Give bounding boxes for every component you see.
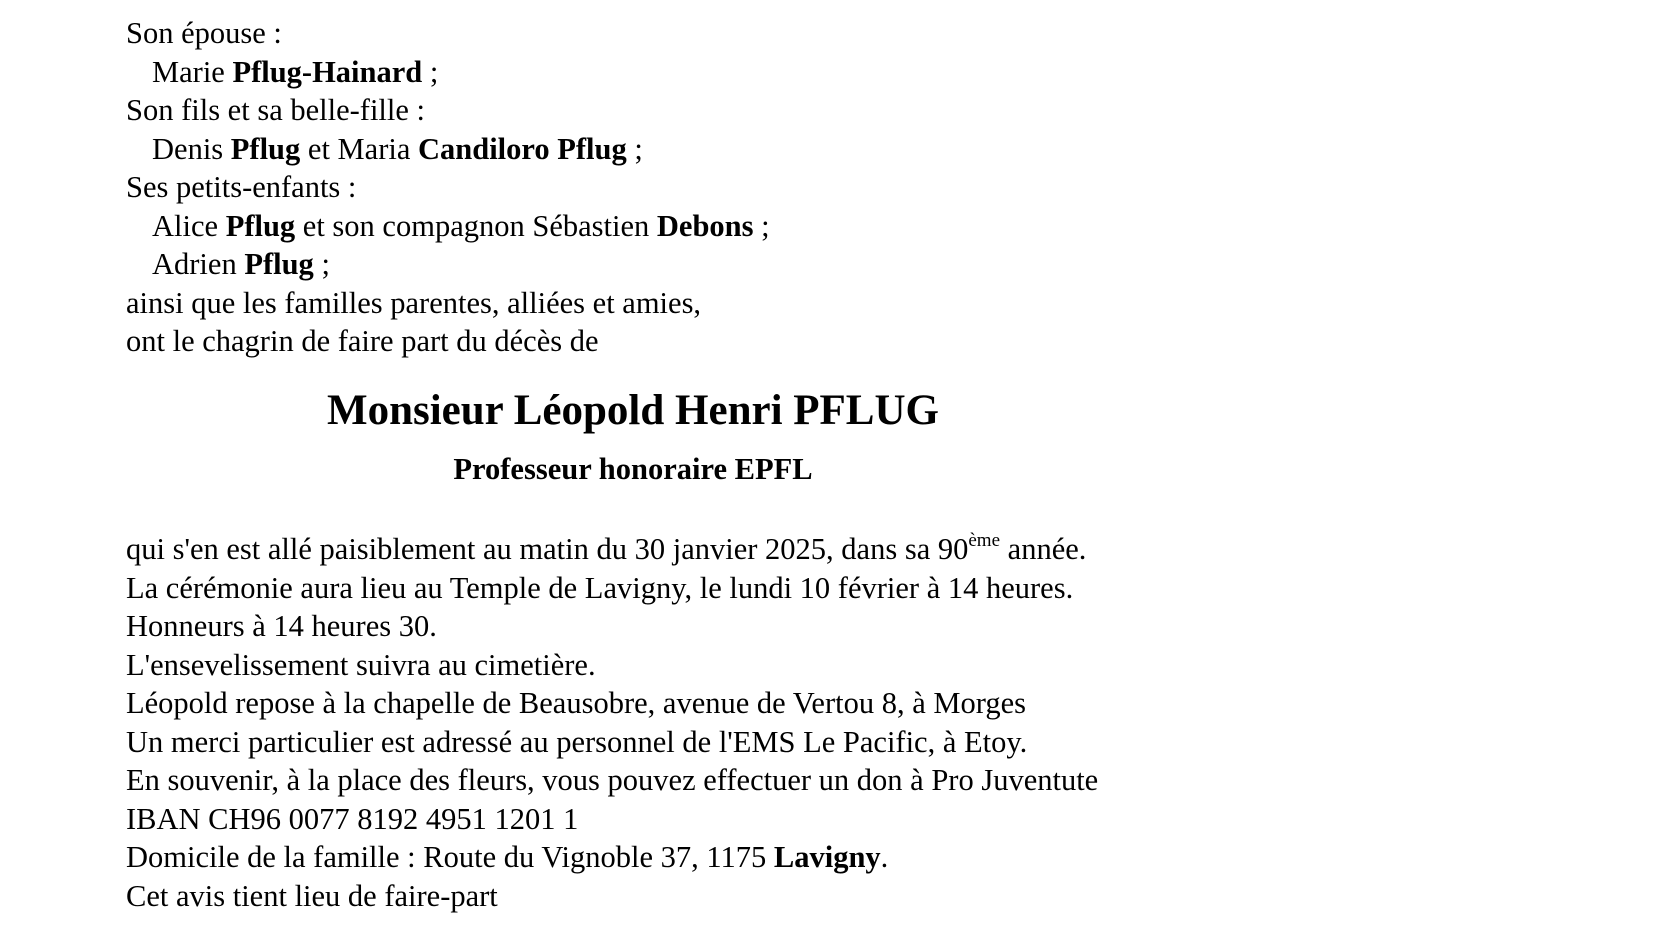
rest-line: Léopold repose à la chapelle de Beausobre, avenue de Vertou 8, à Morges	[126, 686, 1026, 720]
son-heading: Son fils et sa belle-fille :	[126, 93, 425, 127]
deceased-name: Monsieur Léopold Henri PFLUG	[327, 387, 939, 434]
death-line: qui s'en est allé paisiblement au matin du 30 janvier 2025, dans sa 90ème année.	[126, 529, 1087, 566]
son-surname: Pflug	[230, 131, 301, 166]
spouse-heading: Son épouse :	[126, 16, 282, 50]
daughter-in-law-surname: Candiloro Pflug	[418, 131, 627, 166]
grandchild-2-surname: Pflug	[244, 247, 314, 281]
donation-line: En souvenir, à la place des fleurs, vous pouvez effectuer un don à Pro Juventute	[126, 763, 1099, 797]
announce-line: ont le chagrin de faire part du décès de	[126, 324, 599, 358]
son-line: Denis Pflug et Maria Candiloro Pflug ;	[152, 131, 643, 166]
grandchild-1-line: Alice Pflug et son compagnon Sébastien Debons ;	[152, 208, 770, 243]
honneurs-line: Honneurs à 14 heures 30.	[126, 609, 437, 643]
closing-line: Cet avis tient lieu de faire-part	[126, 878, 498, 913]
family-list	[126, 14, 1526, 361]
notice-details	[126, 530, 1098, 915]
grandchildren-heading: Ses petits-enfants :	[126, 170, 357, 204]
thanks-line: Un merci particulier est adressé au personnel de l'EMS Le Pacific, à Etoy.	[126, 724, 1028, 759]
iban-line: IBAN CH96 0077 8192 4951 1201 1	[126, 801, 579, 836]
grandchild-2-line: Adrien Pflug ;	[152, 247, 330, 281]
domicile-line: Domicile de la famille : Route du Vignoble 37, 1175 Lavigny.	[126, 840, 889, 874]
burial-line: L'ensevelissement suivra au cimetière.	[126, 647, 596, 682]
spouse-surname: Pflug-Hainard	[232, 54, 423, 89]
grandchild-1-surname: Pflug	[225, 208, 296, 243]
partner-surname: Debons	[656, 208, 754, 243]
ceremony-line: La cérémonie aura lieu au Temple de Lavigny, le lundi 10 février à 14 heures.	[126, 570, 1074, 605]
spouse-line: Marie Pflug-Hainard ;	[152, 54, 439, 89]
ordinal-suffix: ème	[968, 529, 1001, 551]
families-line: ainsi que les familles parentes, alliées et amies,	[126, 285, 702, 320]
domicile-town: Lavigny	[773, 840, 881, 874]
deceased-title: Professeur honoraire EPFL	[453, 452, 813, 486]
